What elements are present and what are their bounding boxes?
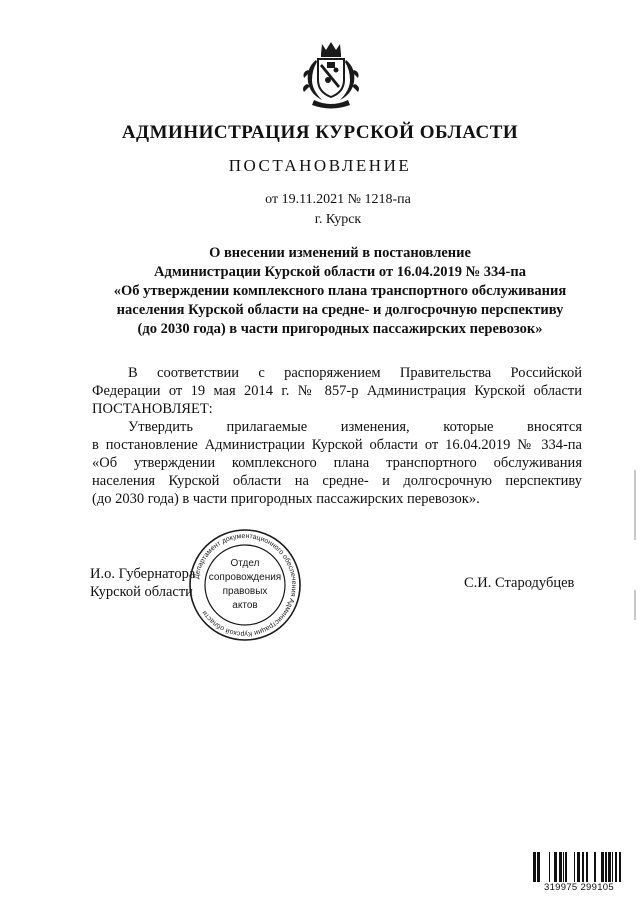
barcode-bar [608,852,611,882]
stamp-ring-text: Департамент документационного обеспечения Администрации Курской области [193,532,298,638]
document-barcode [532,852,624,882]
body-line: ПОСТАНОВЛЯЕТ: [92,401,213,417]
title-line: (до 2030 года) в части пригородных пассажирских перевозок» [137,321,543,337]
barcode-bar [563,852,564,882]
barcode-bar [574,852,575,882]
organization-name: АДМИНИСТРАЦИЯ КУРСКОЙ ОБЛАСТИ [121,122,519,143]
document-type: ПОСТАНОВЛЕНИЕ [228,156,412,175]
barcode-bar [533,852,536,882]
barcode-number: 319975 299105 [544,882,614,893]
stamp-line: Отдел [230,558,260,569]
title-line: Администрации Курской области от 16.04.2019 № 334-па [154,264,526,280]
body-line: «Об утверждении комплексного плана транспортного обслуживания [92,455,582,471]
body-line: В соответствии с распоряжением Правительства Российской [128,365,582,381]
document-date-number: от 19.11.2021 № 1218-па [265,192,411,207]
body-line: Утвердить прилагаемые изменения, которые вносятся [128,419,582,435]
stamp-line: сопровождения [208,572,282,583]
signatory-position-line2: Курской области [90,584,193,600]
barcode-bar [565,852,567,882]
body-line: Федерации от 19 мая 2014 г. № 857-р Администрация Курской области [92,383,582,399]
document-city: г. Курск [314,212,362,227]
barcode-bar [612,852,613,882]
body-line: в постановление Администрации Курской области от 16.04.2019 № 334-па [92,437,582,453]
body-line: (до 2030 года) в части пригородных пассажирских перевозок». [92,491,480,507]
barcode-bar [594,852,596,882]
barcode-bar [615,852,617,882]
scan-edge-mark [634,590,636,620]
signatory-name: С.И. Стародубцев [464,575,575,591]
barcode-bar [549,852,550,882]
barcode-bar [619,852,621,882]
stamp-line: правовых [222,586,268,597]
scan-edge-mark [634,470,636,540]
barcode-bar [586,852,588,882]
barcode-bar [601,852,604,882]
barcode-bar [605,852,607,882]
title-line: О внесении изменений в постановление [209,245,471,261]
barcode-bar [559,852,562,882]
signatory-position-line1: И.о. Губернатора [90,566,196,582]
barcode-bar [577,852,580,882]
stamp-line: актов [232,600,258,611]
coat-of-arms-emblem [300,40,362,110]
title-line: «Об утверждении комплексного плана транспортного обслуживания [113,283,567,299]
barcode-bar [582,852,584,882]
barcode-bar [537,852,540,882]
title-line: населения Курской области на средне- и долгосрочную перспективу [116,302,564,318]
body-line: населения Курской области на средне- и долгосрочную перспективу [92,473,582,489]
barcode-bar [554,852,557,882]
stamp-inner-text [204,557,286,613]
document-title [60,244,620,339]
